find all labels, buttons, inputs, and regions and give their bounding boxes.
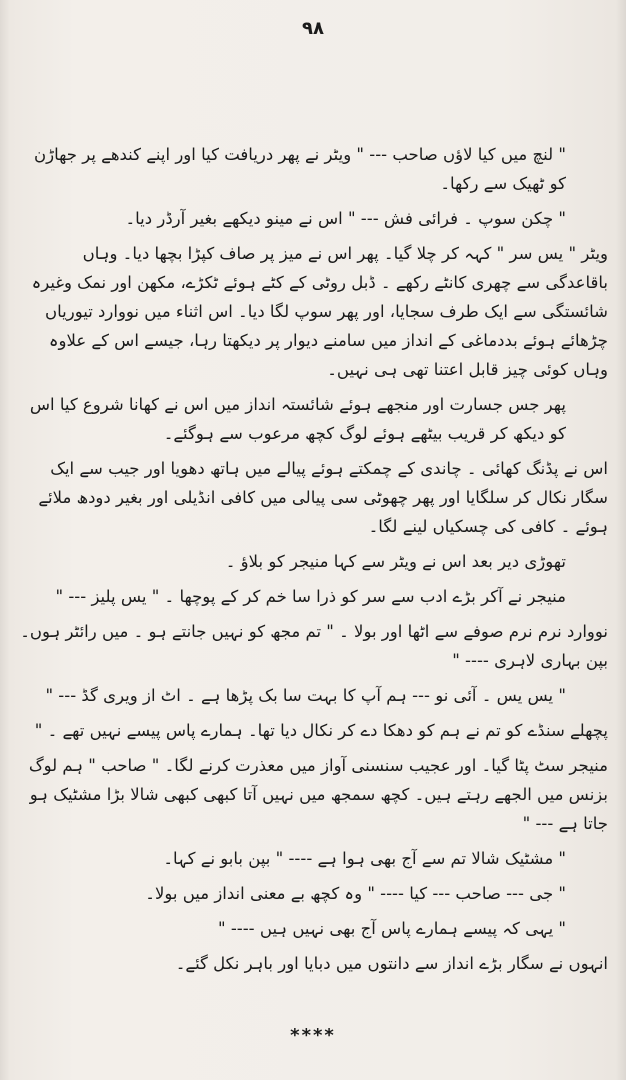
paragraph: " مشٹیک شالا تم سے آج بھی ہوا ہے ---- " بپن بابو نے کہا۔: [163, 849, 566, 868]
page-number: ۹۸: [302, 18, 324, 39]
paragraph: منیجر سٹ پٹا گیا۔ اور عجیب سنسنی آواز میں معذرت کرنے لگا۔ " صاحب " ہم لوگ بزنس میں الجھے رہتے ہیں۔ کچھ سمجھ میں نہیں آتا کبھی کبھی شالا بڑا مشٹیک ہو جاتا ہے --- ": [28, 756, 608, 833]
paragraph: " چکن سوپ ۔ فرائی فش --- " اس نے مینو دیکھے بغیر آرڈر دیا۔: [125, 209, 566, 228]
paragraph: اس نے پڈنگ کھائی ۔ چاندی کے چمکتے ہوئے پیالے میں ہاتھ دھویا اور جیب سے ایک سگار نکال کر سلگایا اور پھر چھوٹی سی پیالی میں کافی انڈیلی اور بغیر دودھ ملائے ہوئے ۔ کافی کی چسکیاں لینے لگا۔: [38, 459, 608, 536]
page-edge-shadow-right: [616, 0, 626, 1080]
paragraph: پچھلے سنڈے کو تم نے ہم کو دھکا دے کر نکال دیا تھا۔ ہمارے پاس پیسے نہیں تھے ۔ ": [34, 721, 608, 740]
paragraph: تھوڑی دیر بعد اس نے ویٹر سے کہا منیجر کو بلاؤ ۔: [225, 552, 566, 571]
page-edge-shadow-left: [0, 0, 10, 1080]
paragraph: نووارد نرم نرم صوفے سے اٹھا اور بولا ۔ " تم مجھ کو نہیں جانتے ہو ۔ میں رائٹر ہوں۔ بپن بہاری لاہری ---- ": [20, 622, 608, 670]
story-text: [18, 140, 608, 984]
paragraph: " یہی کہ پیسے ہمارے پاس آج بھی نہیں ہیں ---- ": [217, 919, 566, 938]
paragraph: منیجر نے آکر بڑے ادب سے سر کو ذرا سا خم کر کے پوچھا ۔ " یس پلیز --- ": [55, 587, 566, 606]
section-end-mark: ****: [290, 1025, 336, 1046]
paragraph: انہوں نے سگار بڑے انداز سے دانتوں میں دبایا اور باہر نکل گئے۔: [175, 954, 608, 973]
paragraph: " یس یس ۔ آئی نو --- ہم آپ کا بہت سا بک پڑھا ہے ۔ اٹ از ویری گڈ --- ": [45, 686, 566, 705]
paragraph: پھر جس جسارت اور منجھے ہوئے شائستہ انداز میں اس نے کھانا شروع کیا اس کو دیکھ کر قریب بیٹھے ہوئے لوگ کچھ مرعوب سے ہوگئے۔: [29, 395, 566, 443]
paragraph: ویٹر " یس سر " کہہ کر چلا گیا۔ پھر اس نے میز پر صاف کپڑا بچھا دیا۔ وہاں باقاعدگی سے چھری کانٹے رکھے ۔ ڈبل روٹی کے کٹے ہوئے ٹکڑے، مکھن اور نمک وغیرہ شائستگی سے ایک طرف سجایا، اور پھر سوپ لگا دیا۔ اس اثناء میں نووارد تیوریاں چڑھائے ہوئے بددماغی کے انداز میں سامنے دیوار پر دیکھتا رہا، جیسے اس کے علاوہ وہاں کوئی چیز قابل اعتنا تھی ہی نہیں۔: [31, 244, 608, 379]
paragraph: " جی --- صاحب --- کیا ---- " وہ کچھ بے معنی انداز میں بولا۔: [145, 884, 566, 903]
paragraph: " لنچ میں کیا لاؤں صاحب --- " ویٹر نے پھر دریافت کیا اور اپنے کندھے پر جھاڑن کو ٹھیک سے رکھا۔: [34, 145, 566, 193]
